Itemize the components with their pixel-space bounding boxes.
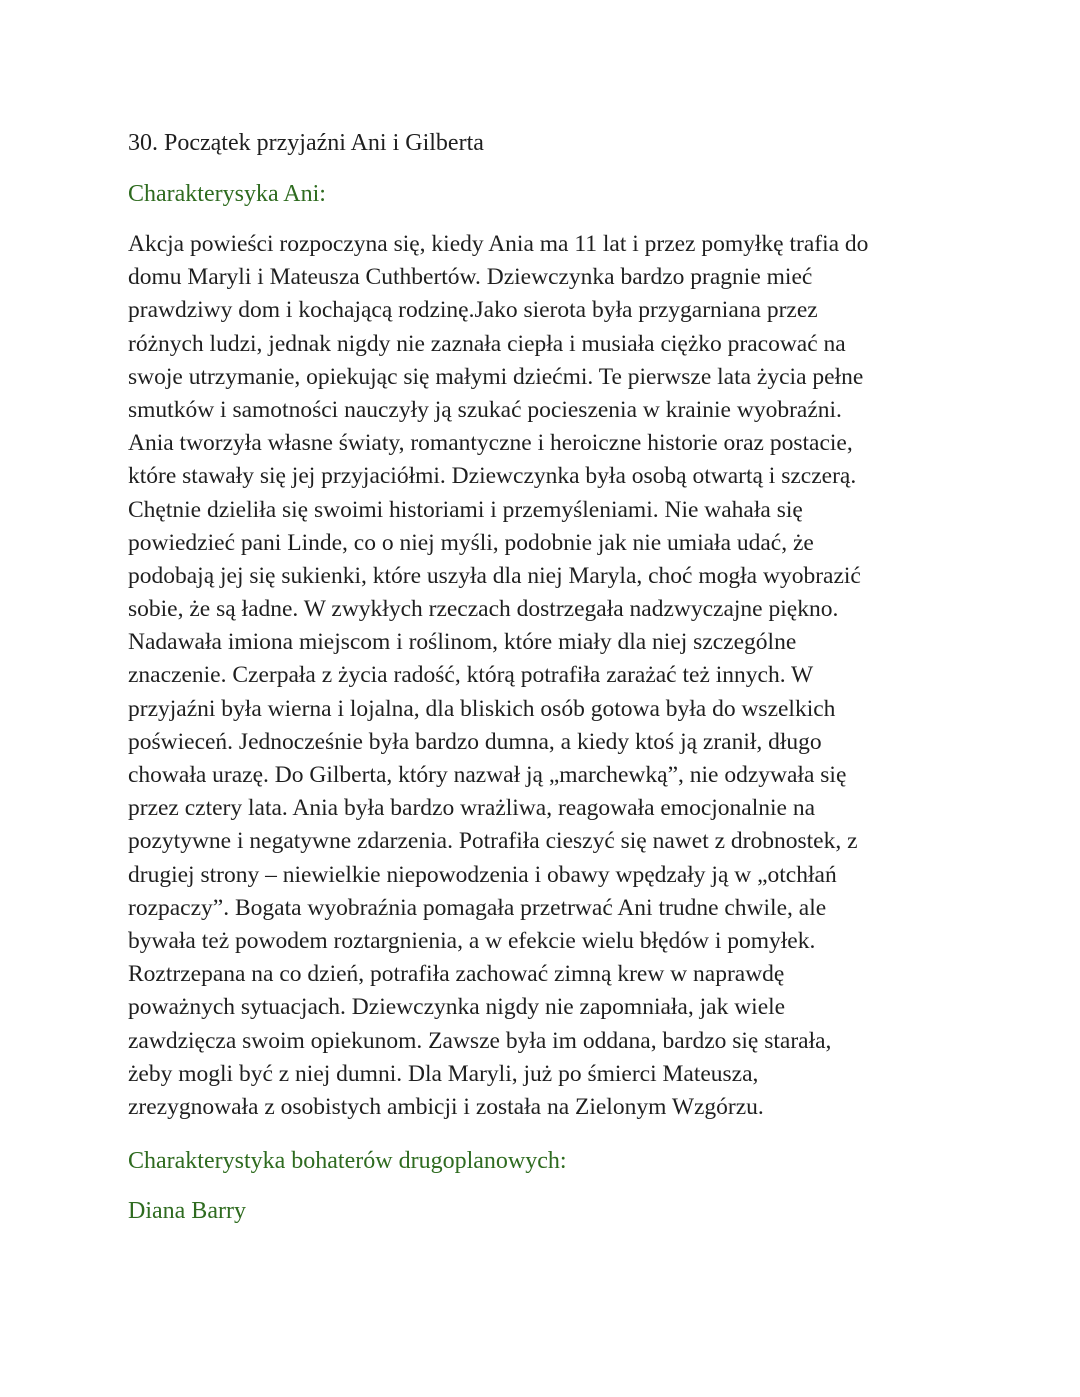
text-line: poświeceń. Jednocześnie była bardzo dumna, a kiedy ktoś ją zranił, długo: [128, 728, 822, 755]
text-line: prawdziwy dom i kochającą rodzinę.Jako sierota była przygarniana przez: [128, 297, 818, 324]
text-line: przez cztery lata. Ania była bardzo wrażliwa, reagowała emocjonalnie na: [128, 795, 816, 822]
body-paragraph: [128, 228, 958, 1124]
text-line: Ania tworzyła własne światy, romantyczne i heroiczne historie oraz postacie,: [128, 430, 853, 457]
heading-diana-barry: Diana Barry: [128, 1198, 246, 1224]
text-line: znaczenie. Czerpała z życia radość, którą potrafiła zarażać też innych. W: [128, 662, 814, 689]
text-line: domu Maryli i Mateusza Cuthbertów. Dziewczynka bardzo pragnie mieć: [128, 264, 813, 291]
text-line: powiedzieć pani Linde, co o niej myśli, podobnie jak nie umiała udać, że: [128, 529, 814, 556]
text-line: żeby mogli być z niej dumni. Dla Maryli, już po śmierci Mateusza,: [128, 1060, 759, 1087]
text-line: przyjaźni była wierna i lojalna, dla bliskich osób gotowa była do wszelkich: [128, 695, 836, 722]
text-line: Akcja powieści rozpoczyna się, kiedy Ania ma 11 lat i przez pomyłkę trafia do: [128, 231, 869, 257]
text-line: różnych ludzi, jednak nigdy nie zaznała ciepła i musiała ciężko pracować na: [128, 330, 846, 357]
text-line: bywała też powodem roztargnienia, a w efekcie wielu błędów i pomyłek.: [128, 927, 816, 954]
text-line: poważnych sytuacjach. Dziewczynka nigdy nie zapomniała, jak wiele: [128, 994, 786, 1021]
text-line: smutków i samotności nauczyły ją szukać pocieszenia w krainie wyobraźni.: [128, 396, 842, 423]
document-title: 30. Początek przyjaźni Ani i Gilberta: [128, 130, 484, 156]
text-line: swoje utrzymanie, opiekując się małymi dziećmi. Te pierwsze lata życia pełne: [128, 363, 864, 390]
text-line: drugiej strony – niewielkie niepowodzenia i obawy wpędzały ją w „otchłań: [128, 861, 837, 888]
text-line: chowała urazę. Do Gilberta, który nazwał ją „marchewką”, nie odzywała się: [128, 762, 847, 788]
heading-secondary-characters: Charakterystyka bohaterów drugoplanowych:: [128, 1148, 567, 1174]
text-line: zawdzięcza swoim opiekunom. Zawsze była im oddana, bardzo się starała,: [128, 1027, 832, 1054]
text-line: Roztrzepana na co dzień, potrafiła zachować zimną krew w naprawdę: [128, 961, 785, 988]
text-line: zrezygnowała z osobistych ambicji i została na Zielonym Wzgórzu.: [128, 1093, 764, 1120]
text-line: pozytywne i negatywne zdarzenia. Potrafiła cieszyć się nawet z drobnostek, z: [128, 828, 858, 855]
text-line: które stawały się jej przyjaciółmi. Dziewczynka była osobą otwartą i szczerą.: [128, 463, 857, 490]
text-line: Nadawała imiona miejscom i roślinom, które miały dla niej szczególne: [128, 629, 797, 656]
text-line: podobają jej się sukienki, które uszyła dla niej Maryla, choć mogła wyobrazić: [128, 562, 861, 589]
text-line: Chętnie dzieliła się swoimi historiami i przemyśleniami. Nie wahała się: [128, 496, 803, 523]
text-line: sobie, że są ładne. W zwykłych rzeczach dostrzegała nadzwyczajne piękno.: [128, 596, 839, 623]
text-line: rozpaczy”. Bogata wyobraźnia pomagała przetrwać Ani trudne chwile, ale: [128, 894, 827, 921]
heading-ani-characterization: Charakterysyka Ani:: [128, 181, 326, 207]
